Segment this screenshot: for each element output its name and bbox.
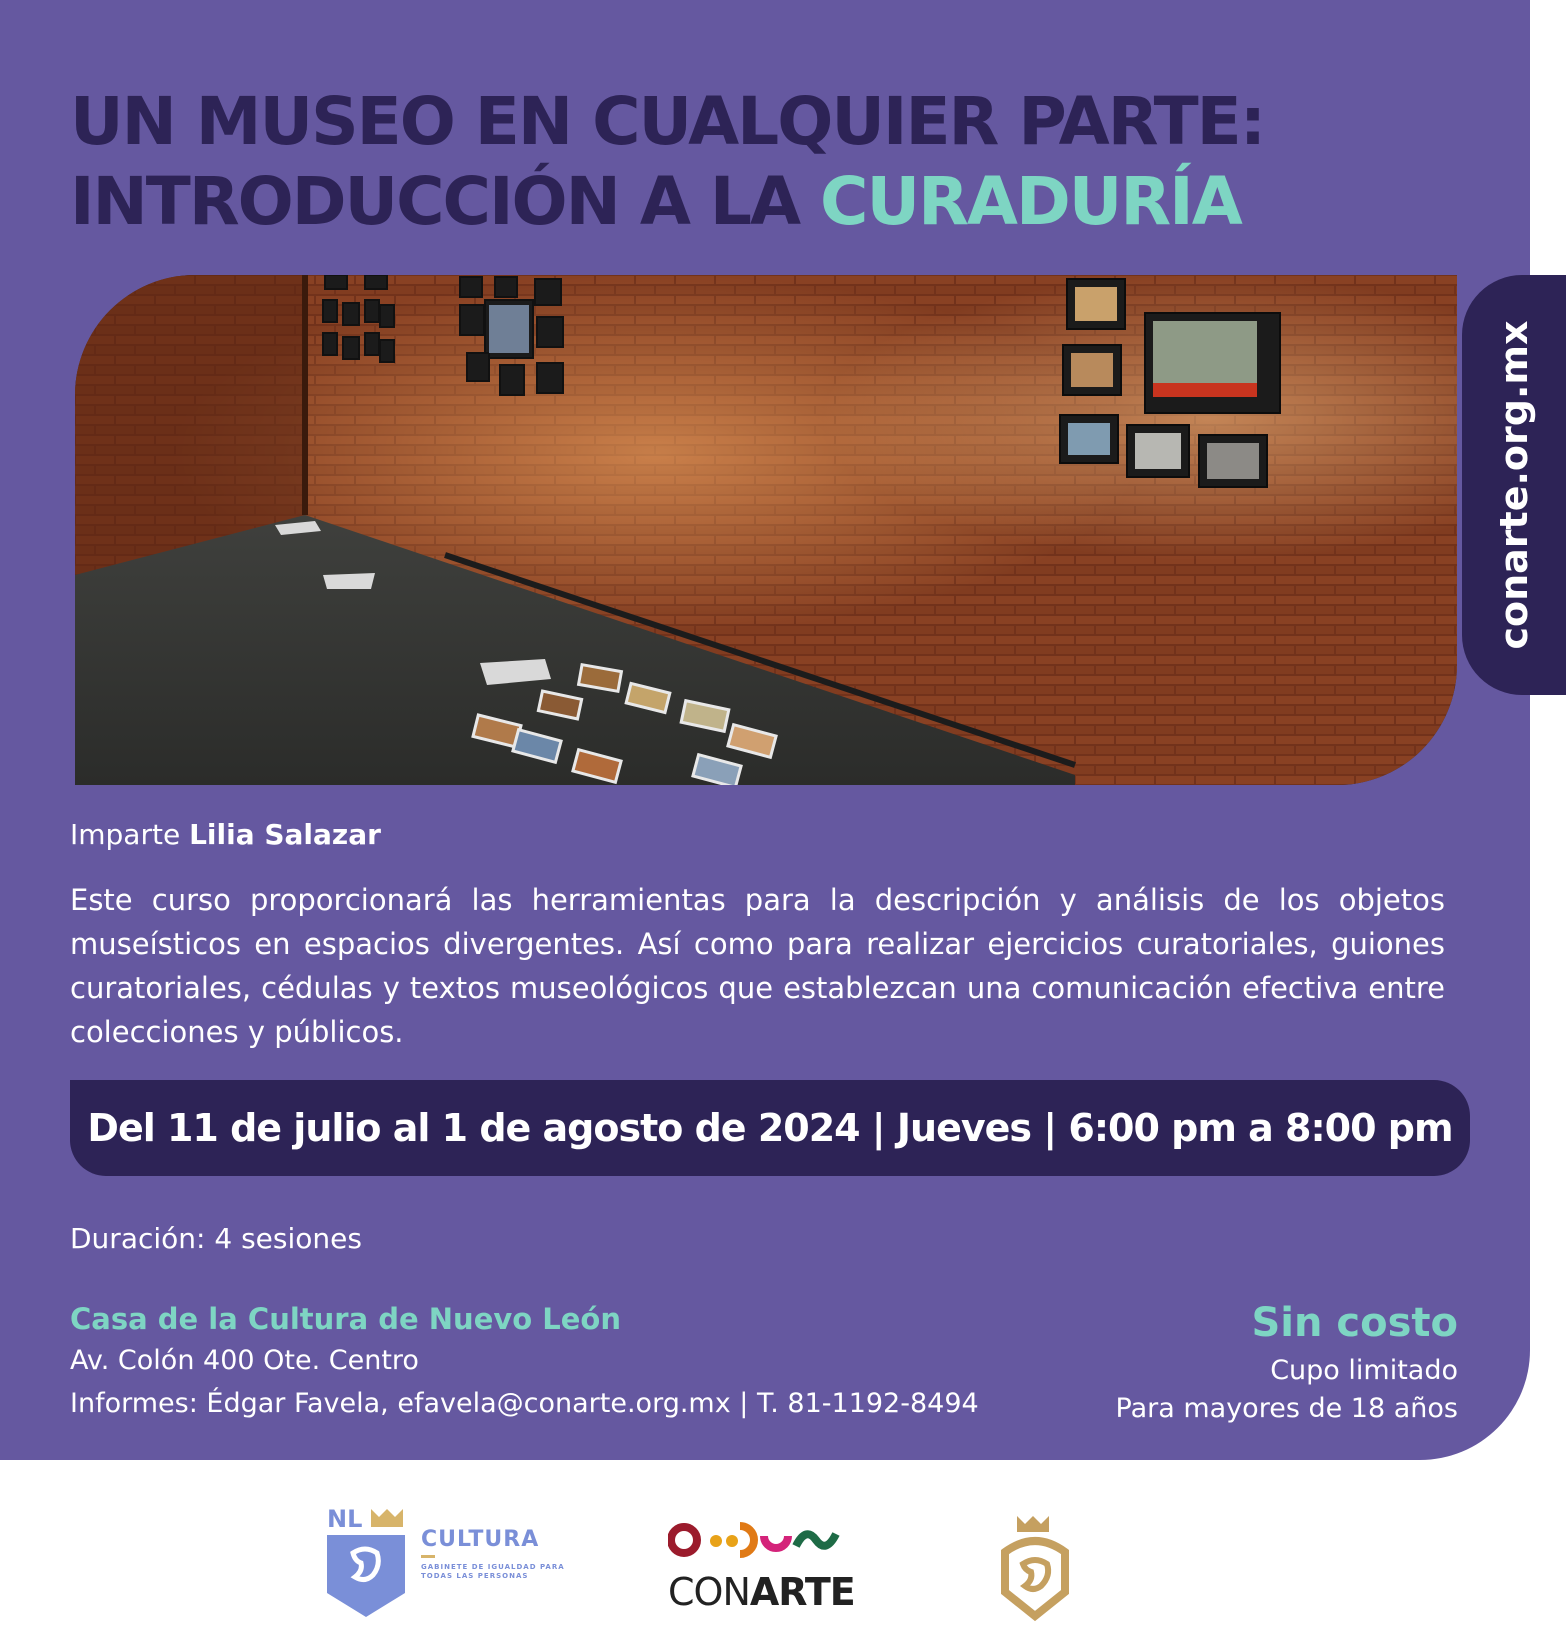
title-line-2-accent: CURADURÍA — [820, 163, 1241, 240]
cost-headline: Sin costo — [1251, 1300, 1458, 1346]
venue-address: Av. Colón 400 Ote. Centro — [70, 1345, 419, 1376]
gallery-photo-illustration — [75, 275, 1457, 785]
page-title — [70, 82, 1264, 242]
conarte-prefix: CON — [668, 1570, 750, 1614]
nl-cultura-logo — [325, 1505, 585, 1620]
cultura-wordmark: CULTURA — [421, 1527, 540, 1552]
duration-text: Duración: 4 sesiones — [70, 1222, 362, 1255]
website-side-tab[interactable] — [1462, 275, 1566, 695]
venue-contact[interactable]: Informes: Édgar Favela, efavela@conarte.org.mx | T. 81-1192-8494 — [70, 1388, 979, 1419]
nl-letters: NL — [327, 1505, 363, 1533]
cultura-underline — [421, 1555, 435, 1558]
title-line-2-prefix: INTRODUCCIÓN A LA — [70, 163, 821, 240]
cultura-subtitle: GABINETE DE IGUALDAD PARA TODAS LAS PERSONAS — [421, 1563, 565, 1580]
schedule-text: Del 11 de julio al 1 de agosto de 2024 | Jueves | 6:00 pm a 8:00 pm — [87, 1106, 1453, 1150]
lion-crest-logo — [995, 1512, 1075, 1622]
capacity-text: Cupo limitado — [1270, 1355, 1458, 1386]
instructor-line — [70, 818, 381, 851]
nl-shield-icon — [325, 1505, 415, 1620]
schedule-bar — [70, 1080, 1470, 1176]
age-restriction-text: Para mayores de 18 años — [1115, 1393, 1458, 1424]
course-description: Este curso proporcionará las herramientas para la descripción y análisis de los objetos museísticos en espacios divergentes. Así como para realizar ejercicios curatoriales, guiones curatoriales, cédulas y textos museológicos que establezcan una comunicación efectiva entre colecciones y públicos. — [70, 883, 1445, 1049]
lion-crest-icon — [995, 1512, 1075, 1622]
conarte-logo — [668, 1520, 868, 1620]
conarte-symbols-icon — [668, 1520, 868, 1560]
website-url[interactable]: conarte.org.mx — [1492, 320, 1536, 650]
instructor-name: Lilia Salazar — [189, 818, 381, 851]
venue-name: Casa de la Cultura de Nuevo León — [70, 1302, 621, 1336]
title-line-1: UN MUSEO EN CUALQUIER PARTE: — [70, 83, 1265, 160]
conarte-wordmark — [668, 1570, 855, 1614]
gallery-photo — [75, 275, 1457, 785]
instructor-prefix: Imparte — [70, 818, 190, 851]
conarte-suffix: ARTE — [749, 1570, 855, 1614]
